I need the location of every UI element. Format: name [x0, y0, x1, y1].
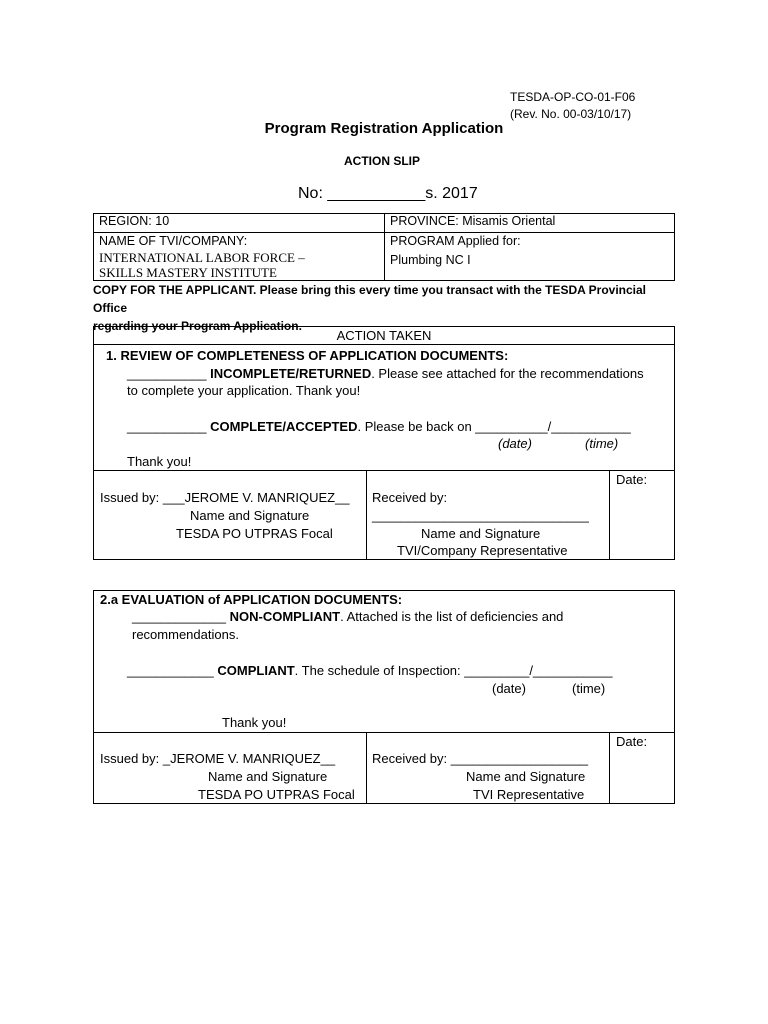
program-cell [385, 233, 675, 281]
copy-note-line1: COPY FOR THE APPLICANT. Please bring this every time you transact with the TESDA Provincial Office [93, 283, 647, 315]
program-value: Plumbing NC I [390, 253, 471, 267]
form-code-block [510, 89, 635, 123]
incomplete-text-continued: to complete your application. Thank you! [127, 383, 361, 398]
review-heading: 1. REVIEW OF COMPLETENESS OF APPLICATION DOCUMENTS: [106, 348, 509, 363]
slip-number: No: ___________s. 2017 [298, 185, 478, 202]
noncompliant-option: _____________ NON-COMPLIANT. Attached is the list of deficiencies and [132, 609, 564, 624]
issued-role: TESDA PO UTPRAS Focal [176, 526, 333, 541]
action-taken-header: ACTION TAKEN [336, 328, 432, 343]
date-field-label: Date: [616, 734, 648, 749]
tvi-name-line2: SKILLS MASTERY INSTITUTE [99, 265, 277, 280]
date-caption: (date) [498, 436, 532, 451]
issued-signature-caption: Name and Signature [208, 769, 328, 784]
program-label: PROGRAM Applied for: [390, 234, 521, 248]
province-cell: PROVINCE: Misamis Oriental [385, 214, 675, 233]
received-by-label: Received by: [372, 490, 448, 505]
copy-note-line2: regarding your Program Application. [93, 319, 302, 333]
received-role: TVI Representative [473, 787, 585, 802]
received-signature-caption: Name and Signature [421, 526, 541, 541]
tvi-name-cell [94, 233, 385, 281]
issued-by: Issued by: ___JEROME V. MANRIQUEZ__ [100, 490, 350, 505]
issued-by: Issued by: _JEROME V. MANRIQUEZ__ [100, 751, 336, 766]
divider [609, 732, 610, 804]
tvi-name-line1: INTERNATIONAL LABOR FORCE – [99, 250, 305, 265]
document-title: Program Registration Application [264, 120, 504, 137]
date-field-label: Date: [616, 472, 648, 487]
thank-you-text: Thank you! [127, 454, 192, 469]
date-caption: (date) [492, 681, 526, 696]
time-caption: (time) [585, 436, 619, 451]
received-by: Received by: ___________________ [372, 751, 589, 766]
complete-option: ___________ COMPLETE/ACCEPTED. Please be back on __________/___________ [127, 419, 631, 434]
tvi-label: NAME OF TVI/COMPANY: [99, 234, 248, 248]
received-signature-caption: Name and Signature [466, 769, 586, 784]
action-slip-label: ACTION SLIP [344, 154, 421, 168]
compliant-option: ____________ COMPLIANT. The schedule of Inspection: _________/___________ [127, 663, 613, 678]
thank-you-text: Thank you! [222, 715, 287, 730]
revision-number: (Rev. No. 00-03/10/17) [510, 107, 632, 121]
issued-role: TESDA PO UTPRAS Focal [198, 787, 355, 802]
time-caption: (time) [572, 681, 606, 696]
received-signature-line: ______________________________ [372, 508, 589, 523]
evaluation-heading: 2.a EVALUATION of APPLICATION DOCUMENTS: [100, 592, 403, 607]
incomplete-option: ___________ INCOMPLETE/RETURNED. Please see attached for the recommendations [127, 366, 644, 381]
form-code: TESDA-OP-CO-01-F06 [510, 90, 636, 104]
divider [609, 470, 610, 560]
divider [93, 732, 675, 733]
applicant-info-table [93, 213, 675, 281]
region-cell: REGION: 10 [94, 214, 385, 233]
divider [366, 470, 367, 560]
issued-signature-caption: Name and Signature [190, 508, 310, 523]
noncompliant-text-continued: recommendations. [132, 627, 239, 642]
divider [366, 732, 367, 804]
received-role: TVI/Company Representative [397, 543, 568, 558]
